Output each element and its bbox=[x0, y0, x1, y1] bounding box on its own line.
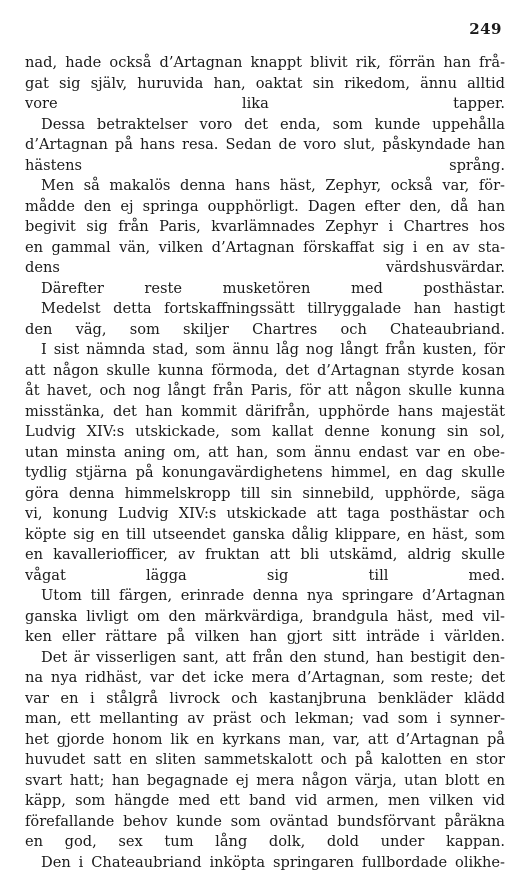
text-line: var en i stålgrå livrock och kastanjbruna benkläder klädd bbox=[25, 689, 505, 710]
text-line: Ludvig XIV:s utskickade, som kallat denne konung sin sol, bbox=[25, 422, 505, 443]
text-line: Utom till färgen, erinrade denna nya springare d’Artagnan bbox=[25, 586, 505, 607]
text-line: hästens språng. bbox=[25, 156, 505, 177]
text-line: göra denna himmelskropp till sin sinnebild, upphörde, säga bbox=[25, 484, 505, 505]
text-line: vore lika tapper. bbox=[25, 94, 505, 115]
text-line: vågat lägga sig till med. bbox=[25, 566, 505, 587]
text-line: utan minsta aning om, att han, som ännu endast var en obe- bbox=[25, 443, 505, 464]
text-line: en gammal vän, vilken d’Artagnan förskaffat sig i en av sta- bbox=[25, 238, 505, 259]
text-line: svart hatt; han begagnade ej mera någon värja, utan blott en bbox=[25, 771, 505, 792]
page-number: 249 bbox=[469, 20, 502, 38]
text-line: Därefter reste musketören med posthästar. bbox=[25, 279, 505, 300]
text-line: Medelst detta fortskaffningssätt tillryggalade han hastigt bbox=[25, 299, 505, 320]
text-line: nad, hade också d’Artagnan knappt blivit rik, förrän han frå- bbox=[25, 53, 505, 74]
text-line: tydlig stjärna på konungavärdighetens himmel, en dag skulle bbox=[25, 463, 505, 484]
text-line: att någon skulle kunna förmoda, det d’Artagnan styrde kosan bbox=[25, 361, 505, 382]
text-line: Dessa betraktelser voro det enda, som kunde uppehålla bbox=[25, 115, 505, 136]
text-line: mådde den ej springa oupphörligt. Dagen efter den, då han bbox=[25, 197, 505, 218]
text-line: gat sig själv, huruvida han, oaktat sin rikedom, ännu alltid bbox=[25, 74, 505, 95]
text-line: dens värdshusvärdar. bbox=[25, 258, 505, 279]
text-line: en god, sex tum lång dolk, dold under kappan. bbox=[25, 832, 505, 853]
text-line: vi, konung Ludvig XIV:s utskickade att taga posthästar och bbox=[25, 504, 505, 525]
text-line: ganska livligt om den märkvärdiga, brandgula häst, med vil- bbox=[25, 607, 505, 628]
text-line: het gjorde honom lik en kyrkans man, var, att d’Artagnan på bbox=[25, 730, 505, 751]
text-line: Den i Chateaubriand inköpta springaren fullbordade olikhe- bbox=[25, 853, 505, 873]
text-line: Men så makalös denna hans häst, Zephyr, också var, för- bbox=[25, 176, 505, 197]
text-line: man, ett mellanting av präst och lekman; vad som i synner- bbox=[25, 709, 505, 730]
text-line: förefallande behov kunde som oväntad bundsförvant påräkna bbox=[25, 812, 505, 833]
body-text bbox=[25, 53, 505, 873]
text-line: Det är visserligen sant, att från den stund, han bestigit den- bbox=[25, 648, 505, 669]
text-line: I sist nämnda stad, som ännu låg nog långt från kusten, för bbox=[25, 340, 505, 361]
text-line: käpp, som hängde med ett band vid armen, men vilken vid bbox=[25, 791, 505, 812]
text-line: d’Artagnan på hans resa. Sedan de voro slut, påskyndade han bbox=[25, 135, 505, 156]
text-line: na nya ridhäst, var det icke mera d’Artagnan, som reste; det bbox=[25, 668, 505, 689]
text-line: misstänka, det han kommit därifrån, upphörde hans majestät bbox=[25, 402, 505, 423]
text-line: begivit sig från Paris, kvarlämnades Zephyr i Chartres hos bbox=[25, 217, 505, 238]
text-line: köpte sig en till utseendet ganska dålig klippare, en häst, som bbox=[25, 525, 505, 546]
text-line: den väg, som skiljer Chartres och Chateaubriand. bbox=[25, 320, 505, 341]
text-line: åt havet, och nog långt från Paris, för att någon skulle kunna bbox=[25, 381, 505, 402]
text-line: huvudet satt en sliten sammetskalott och på kalotten en stor bbox=[25, 750, 505, 771]
text-line: ken eller rättare på vilken han gjort sitt inträde i världen. bbox=[25, 627, 505, 648]
text-line: en kavalleriofficer, av fruktan att bli utskämd, aldrig skulle bbox=[25, 545, 505, 566]
